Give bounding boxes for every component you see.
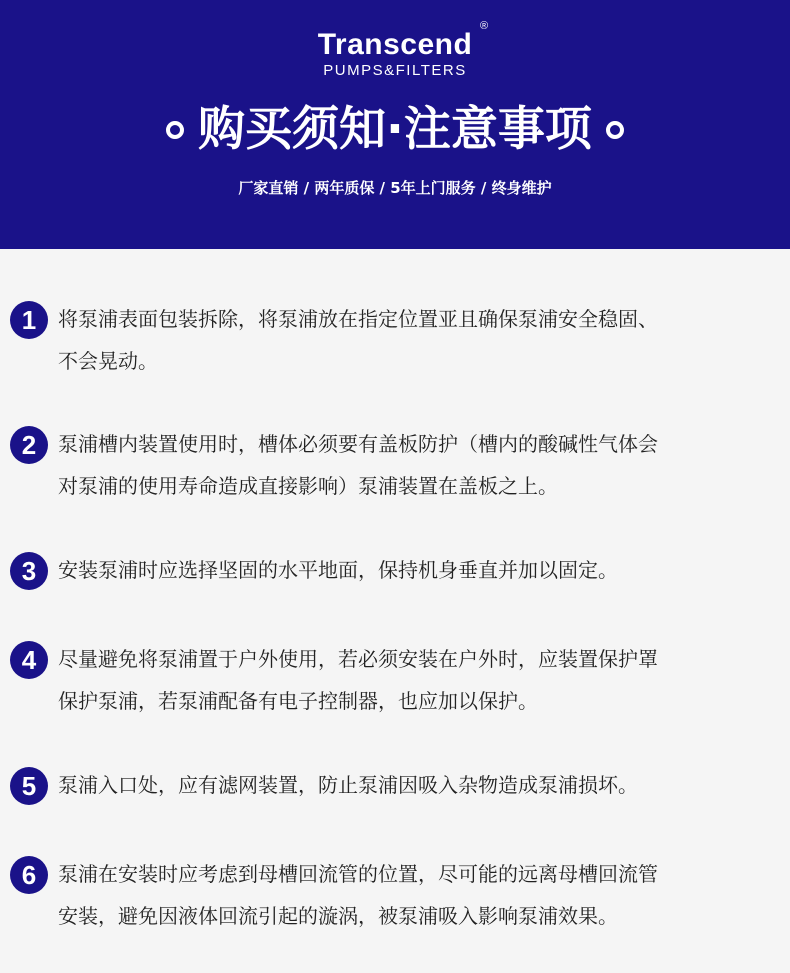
notice-item-text: 将泵浦表面包装拆除，将泵浦放在指定位置亚且确保泵浦安全稳固、 不会晃动。 bbox=[58, 307, 658, 373]
item-number-badge: 5 bbox=[10, 767, 48, 805]
item-number-badge: 3 bbox=[10, 552, 48, 590]
service-tagline: 厂家直销 / 两年质保 / 5年上门服务 / 终身维护 bbox=[238, 179, 552, 197]
brand-logo-name: Transcend bbox=[317, 28, 473, 61]
notice-item-text: 泵浦槽内装置使用时，槽体必须要有盖板防护（槽内的酸碱性气体会 对泵浦的使用寿命造成直接影响）泵浦装置在盖板之上。 bbox=[58, 432, 658, 498]
page-title: 购买须知·注意事项 bbox=[198, 102, 592, 157]
registered-mark: ® bbox=[480, 20, 489, 32]
circle-left-icon bbox=[166, 121, 184, 139]
item-number-badge: 1 bbox=[10, 301, 48, 339]
notice-item-text: 泵浦入口处，应有滤网装置，防止泵浦因吸入杂物造成泵浦损坏。 bbox=[58, 773, 638, 797]
notice-item-text: 安装泵浦时应选择坚固的水平地面，保持机身垂直并加以固定。 bbox=[58, 558, 618, 582]
item-number-badge: 2 bbox=[10, 426, 48, 464]
brand-logo-subtitle: PUMPS&FILTERS bbox=[323, 62, 467, 79]
header-banner bbox=[0, 0, 790, 249]
circle-right-icon bbox=[606, 121, 624, 139]
notice-item-text: 尽量避免将泵浦置于户外使用，若必须安装在户外时，应装置保护罩 保护泵浦，若泵浦配备有电子控制器，也应加以保护。 bbox=[58, 647, 658, 713]
notice-item-text: 泵浦在安装时应考虑到母槽回流管的位置，尽可能的远离母槽回流管 安装，避免因液体回流引起的漩涡，被泵浦吸入影响泵浦效果。 bbox=[58, 862, 658, 928]
item-number-badge: 6 bbox=[10, 856, 48, 894]
item-number-badge: 4 bbox=[10, 641, 48, 679]
title-row bbox=[0, 100, 790, 160]
